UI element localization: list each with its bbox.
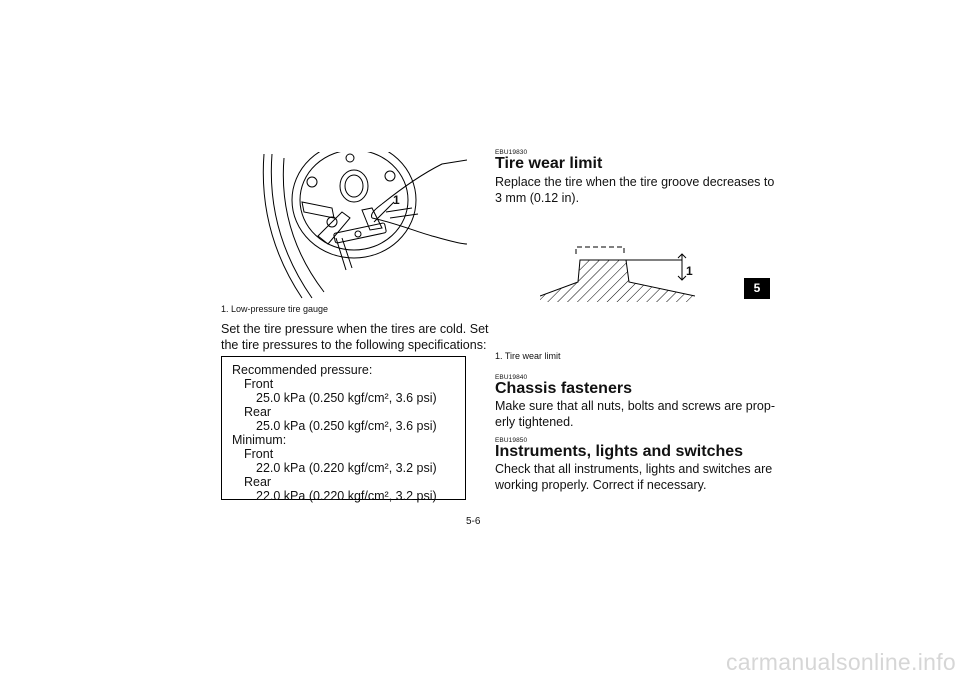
pressure-spec-box (221, 356, 466, 503)
chassis-heading: Chassis fasteners (495, 380, 632, 397)
tire-wear-callout-1: 1 (686, 264, 693, 278)
spec-rec-rear-label: Rear (244, 405, 272, 419)
intro-text-line-1: Set the tire pressure when the tires are cold. Set (221, 322, 489, 336)
spec-rec-rear-value: 25.0 kPa (0.250 kgf/cm², 3.6 psi) (256, 419, 437, 433)
spec-rec-front-value: 25.0 kPa (0.250 kgf/cm², 3.6 psi) (256, 391, 437, 405)
spec-min-rear-label: Rear (244, 475, 272, 489)
figure-callout-1: 1 (393, 193, 400, 207)
spec-min-rear-value: 22.0 kPa (0.220 kgf/cm², 3.2 psi) (256, 489, 437, 503)
tire-gauge-illustration (262, 152, 467, 300)
spec-min-front-label: Front (244, 447, 274, 461)
tire-wear-text-line-2: 3 mm (0.12 in). (495, 191, 580, 205)
spec-rec-front-label: Front (244, 377, 274, 391)
tire-wear-text-line-1: Replace the tire when the tire groove decreases to (495, 175, 775, 189)
tire-wear-section-code: EBU19830 (495, 149, 528, 156)
instruments-text-line-1: Check that all instruments, lights and switches are (495, 462, 773, 476)
spec-min-front-value: 22.0 kPa (0.220 kgf/cm², 3.2 psi) (256, 461, 437, 475)
site-watermark: carmanualsonline.info (725, 649, 956, 675)
spec-minimum-heading: Minimum: (232, 433, 287, 447)
spec-recommended-heading: Recommended pressure: (232, 363, 373, 377)
chassis-text-line-1: Make sure that all nuts, bolts and screws are prop- (495, 399, 775, 413)
page-number: 5-6 (466, 516, 481, 527)
figure-caption: 1. Low-pressure tire gauge (221, 304, 329, 314)
chassis-text-line-2: erly tightened. (495, 415, 574, 429)
instruments-heading: Instruments, lights and switches (495, 443, 744, 460)
tire-wear-heading: Tire wear limit (495, 155, 603, 172)
chapter-tab: 5 (744, 278, 770, 299)
tire-wear-caption: 1. Tire wear limit (495, 351, 561, 361)
instruments-text-line-2: working properly. Correct if necessary. (495, 478, 707, 492)
instruments-section-code: EBU19850 (495, 437, 528, 444)
tire-wear-diagram (540, 240, 695, 302)
intro-text-line-2: the tire pressures to the following specifications: (221, 338, 487, 352)
chassis-section-code: EBU19840 (495, 374, 528, 381)
